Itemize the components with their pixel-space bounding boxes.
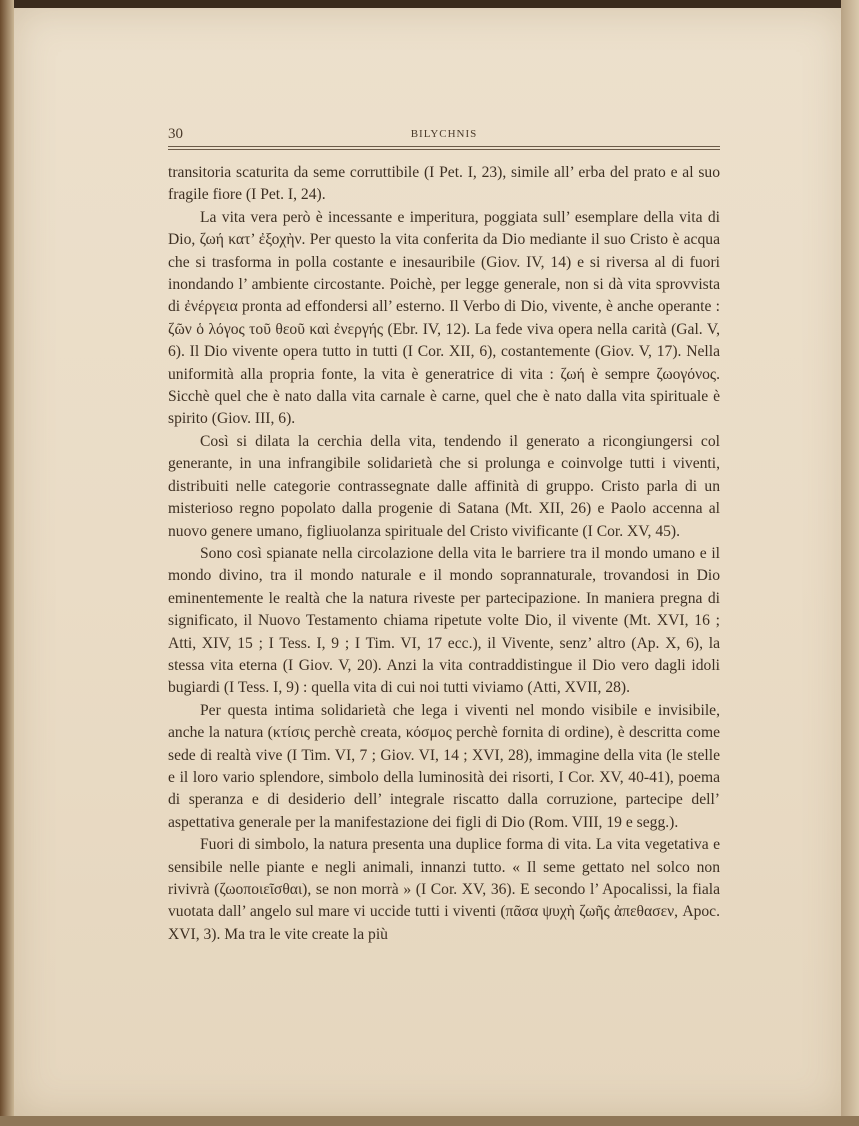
binding-edge: [0, 0, 14, 1126]
paragraph: La vita vera però è incessante e imperitura, poggiata sull’ esemplare della vita di Dio, ζωή κατ’ ἐξοχὴν. Per questo la vita conferita da Dio mediante il suo Cristo è acqua che si trasforma in polla costante e inesauribile (Giov. IV, 14) e si riversa al di fuori inondando l’ ambiente circostante. Poichè, per legge generale, non si dà vita sprovvista di ἐνέργεια pronta ad effondersi all’ esterno. Il Verbo di Dio, vivente, è anche operante : ζῶν ὁ λόγος τοῦ θεοῦ καὶ ἐνεργής (Ebr. IV, 12). La fede viva opera nella carità (Gal. V, 6). Il Dio vivente opera tutto in tutti (I Cor. XII, 6), costantemente (Giov. V, 17). Nella uniformità alla propria fonte, la vita è generatrice di vita : ζωή è sempre ζωογόνος. Sicchè quel che è nato dalla vita carnale è carne, quel che è nato dalla vita spirituale è spirito (Giov. III, 6).: [168, 208, 720, 428]
paragraph: Così si dilata la cerchia della vita, tendendo il generato a ricongiungersi col generante, in una infrangibile solidarietà che si prolunga e coinvolge tutti i viventi, distribuiti nelle categorie contrassegnate dalle affinità di gruppo. Cristo parla di un misterioso regno popolato dalla progenie di Satana (Mt. XII, 26) e Paolo accenna al nuovo genere umano, figliuolanza spirituale del Cristo vivificante (I Cor. XV, 45).: [168, 432, 720, 540]
body-text: [168, 162, 720, 946]
paragraph: Sono così spianate nella circolazione della vita le barriere tra il mondo umano e il mondo divino, tra il mondo naturale e il mondo soprannaturale, trovandosi in Dio eminentemente le realtà che la natura riveste per partecipazione. In maniera pregna di significato, il Nuovo Testamento chiama ripetute volte Dio, il vivente (Mt. XVI, 16 ; Atti, XIV, 15 ; I Tess. I, 9 ; I Tim. VI, 17 ecc.), il Vivente, senz’ altro (Ap. X, 6), la stessa vita eterna (I Giov. V, 20). Anzi la vita contraddistingue il Dio vero dagli idoli bugiardi (I Tess. I, 9) : quella vita di cui noi tutti viviamo (Atti, XVII, 28).: [168, 544, 720, 697]
paragraph: Fuori di simbolo, la natura presenta una duplice forma di vita. La vita vegetativa e sensibile nelle piante e negli animali, innanzi tutto. « Il seme gettato nel solco non rivivrà (ζωοποιεῖσθαι), se non morrà » (I Cor. XV, 36). E secondo l’ Apocalissi, la fiala vuotata dall’ angelo sul mare vi uccide tutti i viventi (πᾶσα ψυχὴ ζωῆς ἀπεθασεν, Apoc. XVI, 3). Ma tra le vite create la più: [168, 836, 720, 943]
header-rule: [168, 146, 720, 147]
paragraph: Per questa intima solidarietà che lega i viventi nel mondo visibile e invisibile, anche la natura (κτίσις perchè creata, κόσμος perchè fornita di ordine), è descritta come sede di realtà vive (I Tim. VI, 7 ; Giov. VI, 14 ; XVI, 28), immagine della vita (le stelle e il loro vario splendore, simbolo della luminosità dei risorti, I Cor. XV, 40-41), poema di speranza e di desiderio dell’ integrale riscatto dalla corruzione, partecipe dell’ aspettativa generale per la manifestazione dei figli di Dio (Rom. VIII, 19 e segg.).: [168, 701, 720, 831]
page-number: 30: [168, 126, 183, 142]
paragraph: transitoria scaturita da seme corruttibile (I Pet. I, 23), simile all’ erba del prato e al suo fragile fiore (I Pet. I, 24).: [168, 164, 720, 204]
bottom-band: [0, 1116, 859, 1126]
page-edge: [841, 0, 859, 1126]
page-header: [168, 124, 720, 144]
header-rule: [168, 149, 720, 150]
running-title: BILYCHNIS: [410, 128, 478, 140]
